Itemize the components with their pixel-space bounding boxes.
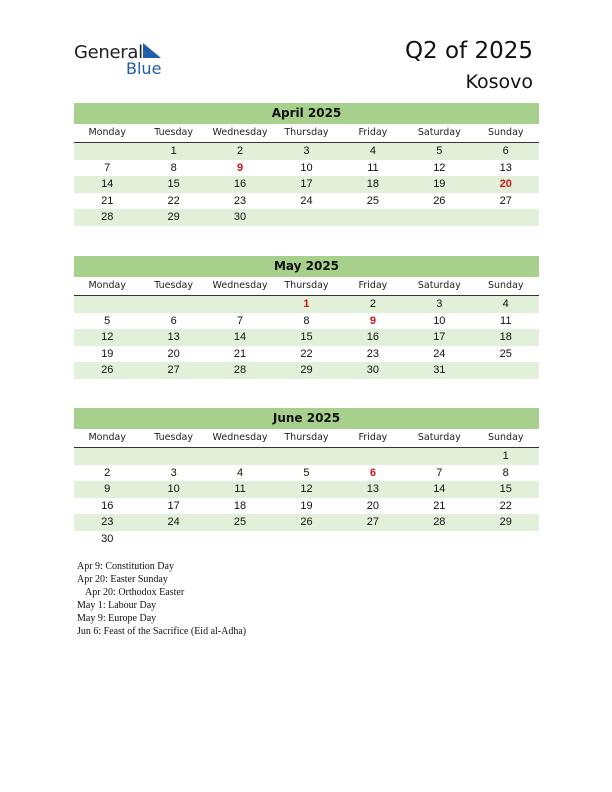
weekday-label: Friday <box>358 127 388 138</box>
day-cell: 27 <box>366 516 380 528</box>
weekday-label: Thursday <box>284 280 329 291</box>
day-cell <box>74 448 140 465</box>
month-title: May 2025 <box>74 256 539 277</box>
day-cell <box>473 531 539 548</box>
weekday-label: Wednesday <box>212 127 268 138</box>
day-cell: 6 <box>502 145 509 157</box>
day-cell: 10 <box>300 161 313 174</box>
day-cell: 24 <box>167 516 180 528</box>
day-cell: 11 <box>234 483 246 495</box>
day-cell: 8 <box>502 466 509 479</box>
day-cell: 2 <box>104 466 111 479</box>
day-cell: 15 <box>167 178 180 190</box>
weekday-label: Monday <box>88 280 126 291</box>
day-cell: 30 <box>366 364 380 376</box>
day-cell: 28 <box>433 516 446 528</box>
day-cell: 26 <box>300 516 313 528</box>
week-row <box>74 313 539 330</box>
week-row <box>74 193 539 210</box>
day-cell: 23 <box>366 347 380 360</box>
day-cell <box>406 531 472 548</box>
day-cell: 25 <box>233 516 247 528</box>
day-cell: 17 <box>433 331 446 343</box>
weekday-label: Friday <box>358 432 388 443</box>
weekday-header-row <box>74 429 539 448</box>
weekday-label: Sunday <box>487 127 524 138</box>
month-may <box>74 256 539 379</box>
week-row <box>74 448 539 465</box>
day-cell: 14 <box>233 331 247 343</box>
day-cell: 23 <box>101 516 114 528</box>
day-cell: 13 <box>167 331 180 343</box>
month-june <box>74 408 539 547</box>
day-cell: 17 <box>167 499 180 512</box>
week-row <box>74 209 539 226</box>
holiday-day-cell: 9 <box>236 161 244 174</box>
day-cell <box>207 448 273 465</box>
week-row <box>74 498 539 515</box>
holiday-day-cell: 20 <box>499 178 512 190</box>
day-cell: 10 <box>167 483 180 495</box>
weekday-label: Thursday <box>284 432 329 443</box>
day-cell: 11 <box>500 314 512 327</box>
month-title: June 2025 <box>74 408 539 429</box>
day-cell: 22 <box>499 499 512 512</box>
day-cell: 29 <box>167 211 180 223</box>
day-cell <box>140 531 206 548</box>
day-cell <box>207 296 273 313</box>
holiday-day-cell: 9 <box>369 314 376 327</box>
week-row <box>74 531 539 548</box>
day-cell: 19 <box>101 347 114 360</box>
day-cell <box>406 209 472 226</box>
day-cell: 26 <box>101 364 114 376</box>
day-cell: 31 <box>433 364 446 376</box>
day-cell <box>74 296 140 313</box>
day-cell: 7 <box>236 314 244 327</box>
day-cell: 10 <box>433 314 446 327</box>
day-cell: 1 <box>170 145 177 157</box>
day-cell: 20 <box>167 347 180 360</box>
day-cell: 5 <box>104 314 111 327</box>
day-cell: 29 <box>300 364 313 376</box>
day-cell: 27 <box>167 364 180 376</box>
day-cell <box>207 531 273 548</box>
day-cell <box>340 209 406 226</box>
day-cell: 30 <box>233 211 247 223</box>
day-cell <box>340 448 406 465</box>
weekday-header-row <box>74 124 539 143</box>
day-cell: 16 <box>366 331 380 343</box>
day-cell: 18 <box>499 331 512 343</box>
day-cell: 27 <box>499 194 512 207</box>
day-cell <box>406 448 472 465</box>
day-cell <box>273 531 339 548</box>
weekday-label: Monday <box>88 432 126 443</box>
weekday-label: Saturday <box>417 432 461 443</box>
day-cell: 13 <box>499 161 512 174</box>
day-cell: 13 <box>366 483 380 495</box>
week-row <box>74 481 539 498</box>
day-cell: 5 <box>436 145 443 157</box>
holiday-notes <box>77 560 246 638</box>
country-name: Kosovo <box>465 71 533 93</box>
day-cell: 4 <box>502 298 509 310</box>
day-cell: 21 <box>101 194 114 207</box>
day-cell <box>140 448 206 465</box>
weekday-label: Tuesday <box>154 280 193 291</box>
weekday-label: Tuesday <box>154 127 193 138</box>
day-cell: 29 <box>499 516 512 528</box>
day-cell: 25 <box>366 194 380 207</box>
weekday-label: Friday <box>358 280 388 291</box>
day-cell: 1 <box>502 450 509 462</box>
weekday-label: Sunday <box>487 432 524 443</box>
day-cell: 15 <box>300 331 313 343</box>
holiday-note: Apr 20: Orthodox Easter <box>85 587 185 598</box>
day-cell: 11 <box>367 161 379 174</box>
day-cell: 4 <box>369 145 376 157</box>
day-cell: 12 <box>300 483 313 495</box>
day-cell: 12 <box>433 161 446 174</box>
day-cell <box>473 209 539 226</box>
weekday-label: Sunday <box>487 280 524 291</box>
generalblue-logo <box>74 42 174 80</box>
week-row <box>74 465 539 482</box>
day-cell: 19 <box>433 178 446 190</box>
day-cell <box>273 448 339 465</box>
day-cell: 25 <box>499 347 512 360</box>
day-cell: 5 <box>303 466 310 479</box>
weekday-label: Saturday <box>417 280 461 291</box>
day-cell: 17 <box>300 178 313 190</box>
day-cell: 23 <box>233 194 247 207</box>
week-row <box>74 329 539 346</box>
day-cell: 8 <box>303 314 310 327</box>
day-cell: 2 <box>369 298 376 310</box>
day-cell: 19 <box>300 499 313 512</box>
day-cell <box>74 143 140 160</box>
day-cell: 14 <box>433 483 446 495</box>
holiday-day-cell: 1 <box>303 298 310 310</box>
day-cell: 8 <box>170 161 177 174</box>
day-cell <box>340 531 406 548</box>
weekday-header-row <box>74 277 539 296</box>
day-cell: 6 <box>170 314 177 327</box>
day-cell: 7 <box>104 161 111 174</box>
week-row <box>74 143 539 160</box>
day-cell: 2 <box>236 145 244 157</box>
day-cell: 22 <box>300 347 313 360</box>
weekday-label: Wednesday <box>212 432 268 443</box>
day-cell: 12 <box>101 331 114 343</box>
day-cell: 26 <box>433 194 446 207</box>
holiday-note: May 1: Labour Day <box>77 600 157 611</box>
quarter-title: Q2 of 2025 <box>404 38 533 64</box>
day-cell: 18 <box>233 499 247 512</box>
day-cell: 20 <box>366 499 380 512</box>
day-cell <box>273 209 339 226</box>
holiday-note: Apr 9: Constitution Day <box>77 561 174 572</box>
day-cell: 24 <box>300 194 313 207</box>
day-cell: 15 <box>499 483 512 495</box>
week-row <box>74 296 539 313</box>
holiday-note: May 9: Europe Day <box>77 613 157 624</box>
holiday-note: Apr 20: Easter Sunday <box>77 574 168 585</box>
day-cell: 30 <box>101 532 114 545</box>
day-cell <box>473 362 539 379</box>
month-title: April 2025 <box>74 103 539 124</box>
day-cell: 18 <box>366 178 380 190</box>
day-cell: 4 <box>236 466 244 479</box>
day-cell <box>140 296 206 313</box>
day-cell: 21 <box>233 347 247 360</box>
logo-text-blue: Blue <box>126 59 162 78</box>
day-cell: 16 <box>101 499 114 512</box>
weekday-label: Monday <box>88 127 126 138</box>
day-cell: 9 <box>104 483 111 495</box>
day-cell: 21 <box>433 499 446 512</box>
day-cell: 24 <box>433 347 446 360</box>
day-cell: 14 <box>101 178 114 190</box>
holiday-day-cell: 6 <box>369 466 376 479</box>
day-cell: 3 <box>436 298 443 310</box>
weekday-label: Thursday <box>284 127 329 138</box>
day-cell: 28 <box>101 211 114 223</box>
week-row <box>74 160 539 177</box>
logo-triangle-icon <box>141 43 161 59</box>
day-cell: 22 <box>167 194 180 207</box>
week-row <box>74 362 539 379</box>
day-cell: 3 <box>170 466 177 479</box>
day-cell: 28 <box>233 364 247 376</box>
weekday-label: Wednesday <box>212 280 268 291</box>
week-row <box>74 514 539 531</box>
holiday-note: Jun 6: Feast of the Sacrifice (Eid al-Adha) <box>77 626 247 637</box>
day-cell: 16 <box>233 178 247 190</box>
day-cell: 7 <box>436 466 443 479</box>
weekday-label: Tuesday <box>154 432 193 443</box>
week-row <box>74 176 539 193</box>
day-cell: 3 <box>303 145 310 157</box>
week-row <box>74 346 539 363</box>
weekday-label: Saturday <box>417 127 461 138</box>
logo-text-general: General <box>74 42 143 63</box>
month-april <box>74 103 539 226</box>
